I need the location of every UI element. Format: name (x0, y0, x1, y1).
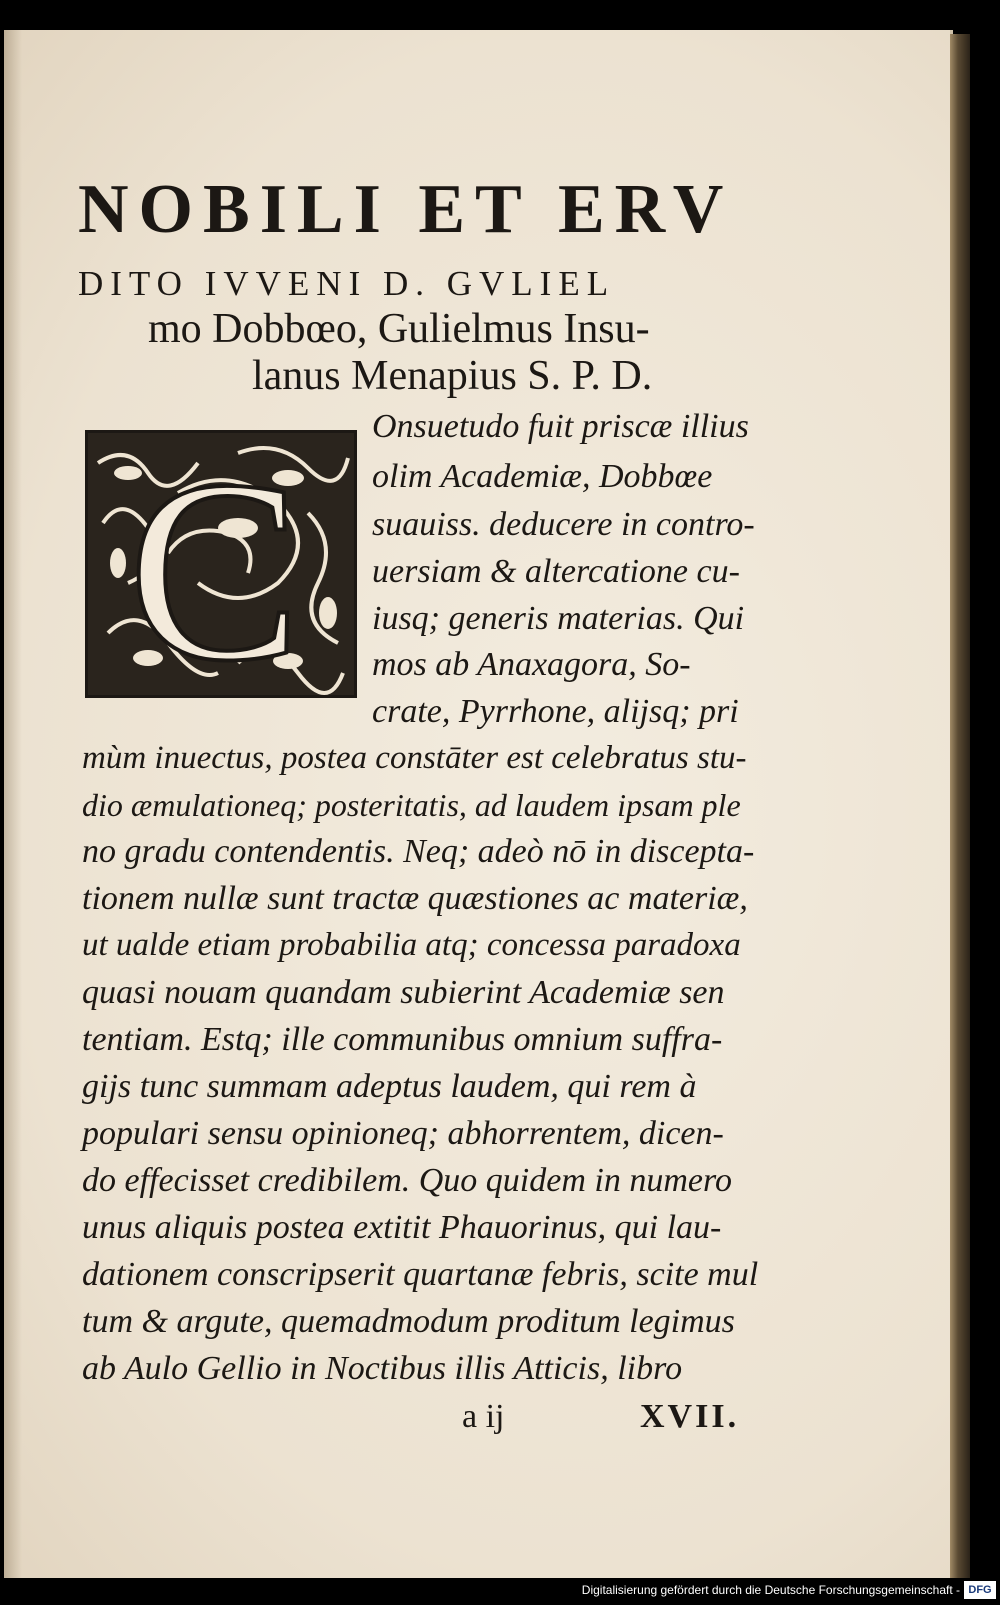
decorated-initial (85, 430, 357, 698)
text-line: uersiam & altercatione cu- (372, 553, 740, 590)
heading-line-1: NOBILI ET ERV (78, 171, 734, 248)
text-line: mùm inuectus, postea constāter est celebratus stu- (82, 740, 747, 776)
text-line: gijs tunc summam adeptus laudem, qui rem à (82, 1068, 697, 1105)
text-line: tionem nullæ sunt tractæ quæstiones ac materiæ, (82, 880, 748, 917)
text-line: tum & argute, quemadmodum proditum legimus (82, 1303, 735, 1340)
text-line: Onsuetudo fuit priscæ illius (372, 408, 749, 445)
dfg-logo: DFG (964, 1581, 996, 1599)
text-line: unus aliquis postea extitit Phauorinus, qui lau- (82, 1209, 722, 1246)
heading-line-3: mo Dobbœo, Gulielmus Insu- (148, 306, 650, 352)
catchword: XVII. (640, 1398, 740, 1435)
text-line: tentiam. Estq; ille communibus omnium suffra- (82, 1021, 723, 1058)
text-line: ab Aulo Gellio in Noctibus illis Atticis, libro (82, 1350, 683, 1387)
text-line: dio æmulationeq; posteritatis, ad laudem ipsam ple (82, 787, 741, 823)
text-line: no gradu contendentis. Neq; adeò nō in discepta- (82, 833, 755, 870)
funding-credit: Digitalisierung gefördert durch die Deutsche Forschungsgemeinschaft - (581, 1583, 960, 1597)
text-line: olim Academiæ, Dobbœe (372, 458, 713, 495)
text-line: do effecisset credibilem. Quo quidem in numero (82, 1162, 732, 1199)
text-line: suauiss. deducere in contro- (372, 506, 755, 543)
text-line: iusq; generis materias. Qui (372, 600, 745, 637)
page-edge (950, 34, 970, 1594)
signature-mark: a ij (462, 1398, 505, 1435)
text-line: mos ab Anaxagora, So- (372, 646, 691, 683)
heading-line-4: lanus Menapius S. P. D. (252, 353, 653, 399)
text-line: quasi nouam quandam subierint Academiæ sen (82, 974, 725, 1011)
heading-line-2: DITO IVVENI D. GVLIEL (78, 264, 616, 303)
text-line: crate, Pyrrhone, alijsq; pri (372, 693, 739, 730)
foliage-ornament-icon (88, 433, 354, 695)
text-line: ut ualde etiam probabilia atq; concessa paradoxa (82, 927, 741, 963)
initial-letter: C (128, 433, 302, 695)
text-line: populari sensu opinioneq; abhorrentem, dicen- (82, 1115, 724, 1152)
text-line: dationem conscripserit quartanæ febris, scite mul (82, 1256, 759, 1293)
